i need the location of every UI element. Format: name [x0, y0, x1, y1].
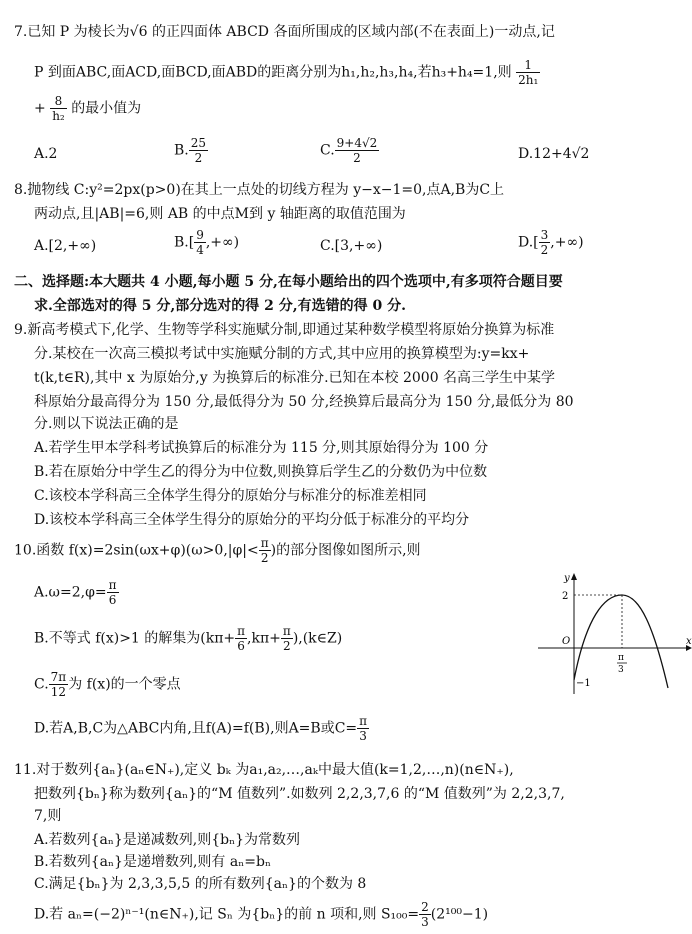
q8-option-b: B.[ $\frac{9}{4}$ ,+∞) — [174, 228, 240, 257]
q11-option-c: C.满足{bₙ}为 2,3,3,5,5 的所有数列{aₙ}的个数为 8 — [34, 876, 367, 892]
q9-option-a: A.若学生甲本学科考试换算后的标准分为 115 分,则其原始得分为 100 分 — [34, 440, 489, 456]
section2-line1: 二、选择题:本大题共 4 小题,每小题 5 分,在每小题给出的四个选项中,有多项符合题目要 — [14, 274, 563, 290]
q9-line2: 分.某校在一次高三模拟考试中实施赋分制的方式,其中应用的换算模型为:y=kx+ — [34, 346, 530, 362]
origin-label: O — [562, 636, 571, 647]
q7-option-a: A.2 — [34, 146, 58, 162]
q7-line3 — [34, 94, 141, 123]
q7-option-b: B. $\frac{25}{2}$ — [174, 136, 207, 165]
q9-option-b: B.若在原始分中学生乙的得分为中位数,则换算后学生乙的分数仍为中位数 — [34, 464, 488, 480]
q9-option-d: D.该校本学科高三全体学生得分的原始分的平均分低于标准分的平均分 — [34, 512, 470, 528]
q7-line1: 7.已知 P 为棱长为√6 的正四面体 ABCD 各面所围成的区域内部(不在表面上)一动点,记 — [14, 24, 555, 40]
q11-option-b: B.若数列{aₙ}是递增数列,则有 aₙ=bₙ — [34, 854, 272, 870]
x-axis-label: x — [686, 636, 692, 647]
q11-line2: 把数列{bₙ}称为数列{aₙ}的“M 值数列”.如数列 2,2,3,7,6 的“M 值数列”为 2,2,3,7, — [34, 786, 565, 802]
q9-line3: t(k,t∈R),其中 x 为原始分,y 为换算后的标准分.已知在本校 2000 名高三学生中某学 — [34, 370, 556, 386]
y-min-label: −1 — [576, 678, 591, 689]
q7-line2 — [34, 58, 540, 87]
q9-line5: 分.则以下说法正确的是 — [34, 416, 179, 432]
q10-option-a: A.ω=2,φ= $\frac{\pi}{6}$ — [34, 578, 117, 607]
q11-option-d: D.若 aₙ=(−2)ⁿ⁻¹(n∈N₊),记 Sₙ 为{bₙ}的前 n 项和,则 S₁₀₀= $\frac{2}{3}$ (2¹⁰⁰−1) — [34, 900, 489, 929]
x-tick-denominator: 3 — [618, 665, 624, 675]
q8-option-d: D.[ $\frac{3}{2}$ ,+∞) — [518, 228, 584, 257]
y-axis-arrow — [571, 573, 577, 580]
q10-option-b: B.不等式 f(x)>1 的解集为(kπ+ $\frac{\pi}{6}$ ,kπ+ $\frac{\pi}{2}$ ),(k∈Z) — [34, 624, 343, 653]
q10-sine-graph — [534, 568, 692, 698]
q8-line2: 两动点,且|AB|=6,则 AB 的中点M到 y 轴距离的取值范围为 — [34, 206, 406, 222]
q9-option-c: C.该校本学科高三全体学生得分的原始分与标准分的标准差相同 — [34, 488, 427, 504]
y-axis-label: y — [564, 573, 570, 584]
q8-line1: 8.抛物线 C:y²=2px(p>0)在其上一点处的切线方程为 y−x−1=0,点A,B为C上 — [14, 182, 505, 198]
q10-option-d: D.若A,B,C为△ABC内角,且f(A)=f(B),则A=B或C= $\frac{\pi}{3}$ — [34, 714, 368, 743]
x-tick-numerator: π — [618, 653, 624, 663]
q8-option-a: A.[2,+∞) — [34, 238, 97, 254]
q7-fraction-1: $\frac{1}{\text{2h₁}}$ — [518, 58, 539, 87]
q7-fraction-2: $\frac{8}{\text{h₂}}$ — [52, 94, 65, 123]
section2-line2: 求.全部选对的得 5 分,部分选对的得 2 分,有选错的得 0 分. — [34, 298, 406, 314]
q7-plus: + — [34, 100, 46, 117]
q11-option-a: A.若数列{aₙ}是递减数列,则{bₙ}为常数列 — [34, 832, 301, 848]
q10-stem: 10.函数 f(x)=2sin(ωx+φ)(ω>0,|φ|< $\frac{\pi}{2}$ )的部分图像如图所示,则 — [14, 536, 421, 565]
q11-line3: 7,则 — [34, 808, 62, 824]
q7-line3-tail: 的最小值为 — [71, 100, 142, 117]
q11-line1: 11.对于数列{aₙ}(aₙ∈N₊),定义 bₖ 为a₁,a₂,…,aₖ中最大值(k=1,2,…,n)(n∈N₊), — [14, 762, 514, 778]
q9-line1: 9.新高考模式下,化学、生物等学科实施赋分制,即通过某种数学模型将原始分换算为标准 — [14, 322, 555, 338]
q7-option-c: C. $\frac{9+4√2}{2}$ — [320, 136, 378, 165]
q7-line2-text: P 到面ABC,面ACD,面BCD,面ABD的距离分别为h₁,h₂,h₃,h₄,若h₃+h₄=1,则 — [34, 64, 512, 81]
q7-option-d: D.12+4√2 — [518, 146, 590, 162]
q10-option-c: C. $\frac{7\pi}{12}$ 为 f(x)的一个零点 — [34, 670, 181, 699]
q8-option-c: C.[3,+∞) — [320, 238, 383, 254]
q9-line4: 科原始分最高得分为 150 分,最低得分为 50 分,经换算后最高分为 150 分,最低分为 80 — [34, 394, 574, 410]
y-max-label: 2 — [562, 591, 569, 602]
